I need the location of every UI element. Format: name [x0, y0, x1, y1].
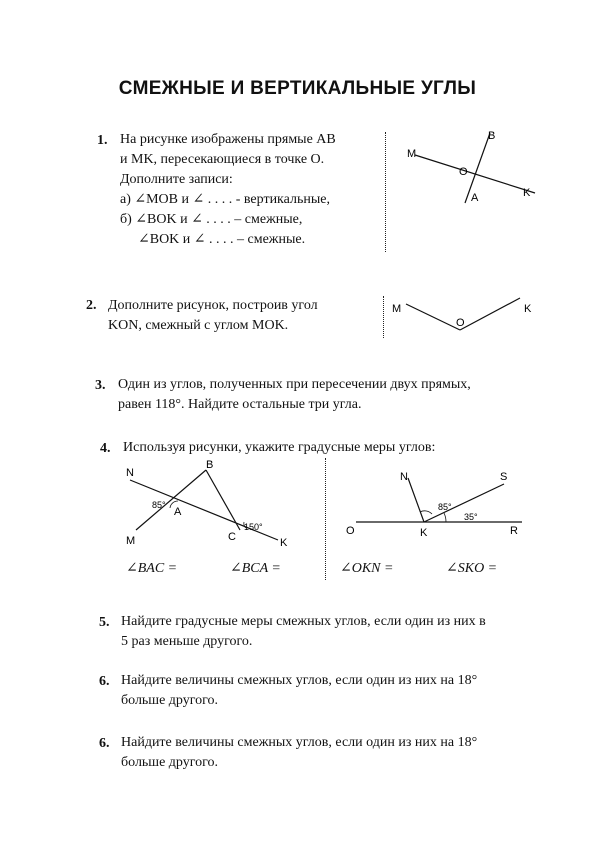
- label-k4: K: [280, 537, 288, 549]
- task6b-line2: больше другого.: [121, 755, 219, 770]
- task2-line2: KON, смежный с углом MOK.: [108, 318, 289, 333]
- task3-number: 3.: [95, 378, 106, 393]
- task1-text: [120, 130, 390, 250]
- label-n2: N: [400, 471, 408, 483]
- label-o: O: [459, 166, 468, 178]
- answer-sko: ∠SKO =: [446, 561, 498, 576]
- task1-number: 1.: [97, 133, 108, 148]
- task2-figure: [388, 290, 548, 340]
- task1-line4: а) ∠MOB и ∠ . . . . - вертикальные,: [120, 192, 330, 207]
- task2-number: 2.: [86, 298, 97, 313]
- task2-line1: Дополните рисунок, построив угол: [108, 298, 318, 313]
- label-85b: 85°: [438, 502, 452, 512]
- line-bc: [206, 470, 240, 530]
- task2-text: [108, 296, 383, 336]
- label-c: C: [228, 531, 236, 543]
- divider-task1: [385, 132, 386, 252]
- task6a-number: 6.: [99, 674, 110, 689]
- task3-line2: равен 118°. Найдите остальные три угла.: [118, 397, 362, 412]
- label-k5: K: [420, 527, 428, 539]
- answer-bac: ∠BAC =: [126, 561, 178, 576]
- task5-text: [121, 612, 561, 652]
- label-k: K: [523, 187, 531, 199]
- task5-line1: Найдите градусные меры смежных углов, если один из них в: [121, 614, 486, 629]
- ray-kn: [408, 478, 424, 522]
- answer-okn: ∠OKN =: [340, 561, 394, 576]
- task6b-line1: Найдите величины смежных углов, если один из них на 18°: [121, 735, 478, 750]
- label-35: 35°: [464, 512, 478, 522]
- task3-line1: Один из углов, полученных при пересечении двух прямых,: [118, 377, 471, 392]
- task1-line5: б) ∠BOK и ∠ . . . . – смежные,: [120, 212, 303, 227]
- page-title: СМЕЖНЫЕ И ВЕРТИКАЛЬНЫЕ УГЛЫ: [118, 78, 477, 99]
- divider-task2: [383, 296, 384, 338]
- task6a-line2: больше другого.: [121, 693, 219, 708]
- task4-line1: Используя рисунки, укажите градусные меры углов:: [123, 440, 436, 455]
- label-85: 85°: [152, 500, 166, 510]
- label-b4: B: [206, 459, 214, 471]
- label-a4: A: [174, 506, 182, 518]
- label-s: S: [500, 471, 508, 483]
- answer-bca: ∠BCA =: [230, 561, 281, 576]
- label-m4: M: [126, 535, 136, 547]
- task4-number: 4.: [100, 441, 111, 456]
- divider-task4: [325, 458, 326, 580]
- task6a-text: [121, 671, 561, 711]
- task4-figure2: [336, 462, 536, 542]
- task1-line6: ∠BOK и ∠ . . . . – смежные.: [138, 232, 306, 247]
- task6a-line1: Найдите величины смежных углов, если один из них на 18°: [121, 673, 478, 688]
- arc-85b: [420, 511, 432, 514]
- label-r: R: [510, 525, 518, 537]
- task1-line1: На рисунке изображены прямые AB: [120, 132, 336, 147]
- task4-figure1: [118, 458, 318, 550]
- task5-line2: 5 раз меньше другого.: [121, 634, 253, 649]
- label-b: B: [488, 130, 496, 142]
- task1-figure: [395, 125, 555, 215]
- arc-35: [444, 513, 446, 522]
- task6b-text: [121, 733, 561, 773]
- label-m: M: [407, 148, 417, 160]
- task3-text: [118, 375, 558, 415]
- task1-line2: и MK, пересекающиеся в точке O.: [120, 152, 325, 167]
- label-a: A: [471, 192, 479, 204]
- ray-ok: [460, 298, 520, 330]
- label-o2: O: [456, 317, 465, 329]
- task6b-number: 6.: [99, 736, 110, 751]
- label-150: 150°: [244, 522, 263, 532]
- label-m2: M: [392, 303, 402, 315]
- task1-line3: Дополните записи:: [120, 172, 233, 187]
- label-k2: K: [524, 303, 532, 315]
- task5-number: 5.: [99, 615, 110, 630]
- line-mb: [136, 470, 206, 530]
- ray-om: [406, 304, 460, 330]
- label-o4: O: [346, 525, 355, 537]
- label-n: N: [126, 467, 134, 479]
